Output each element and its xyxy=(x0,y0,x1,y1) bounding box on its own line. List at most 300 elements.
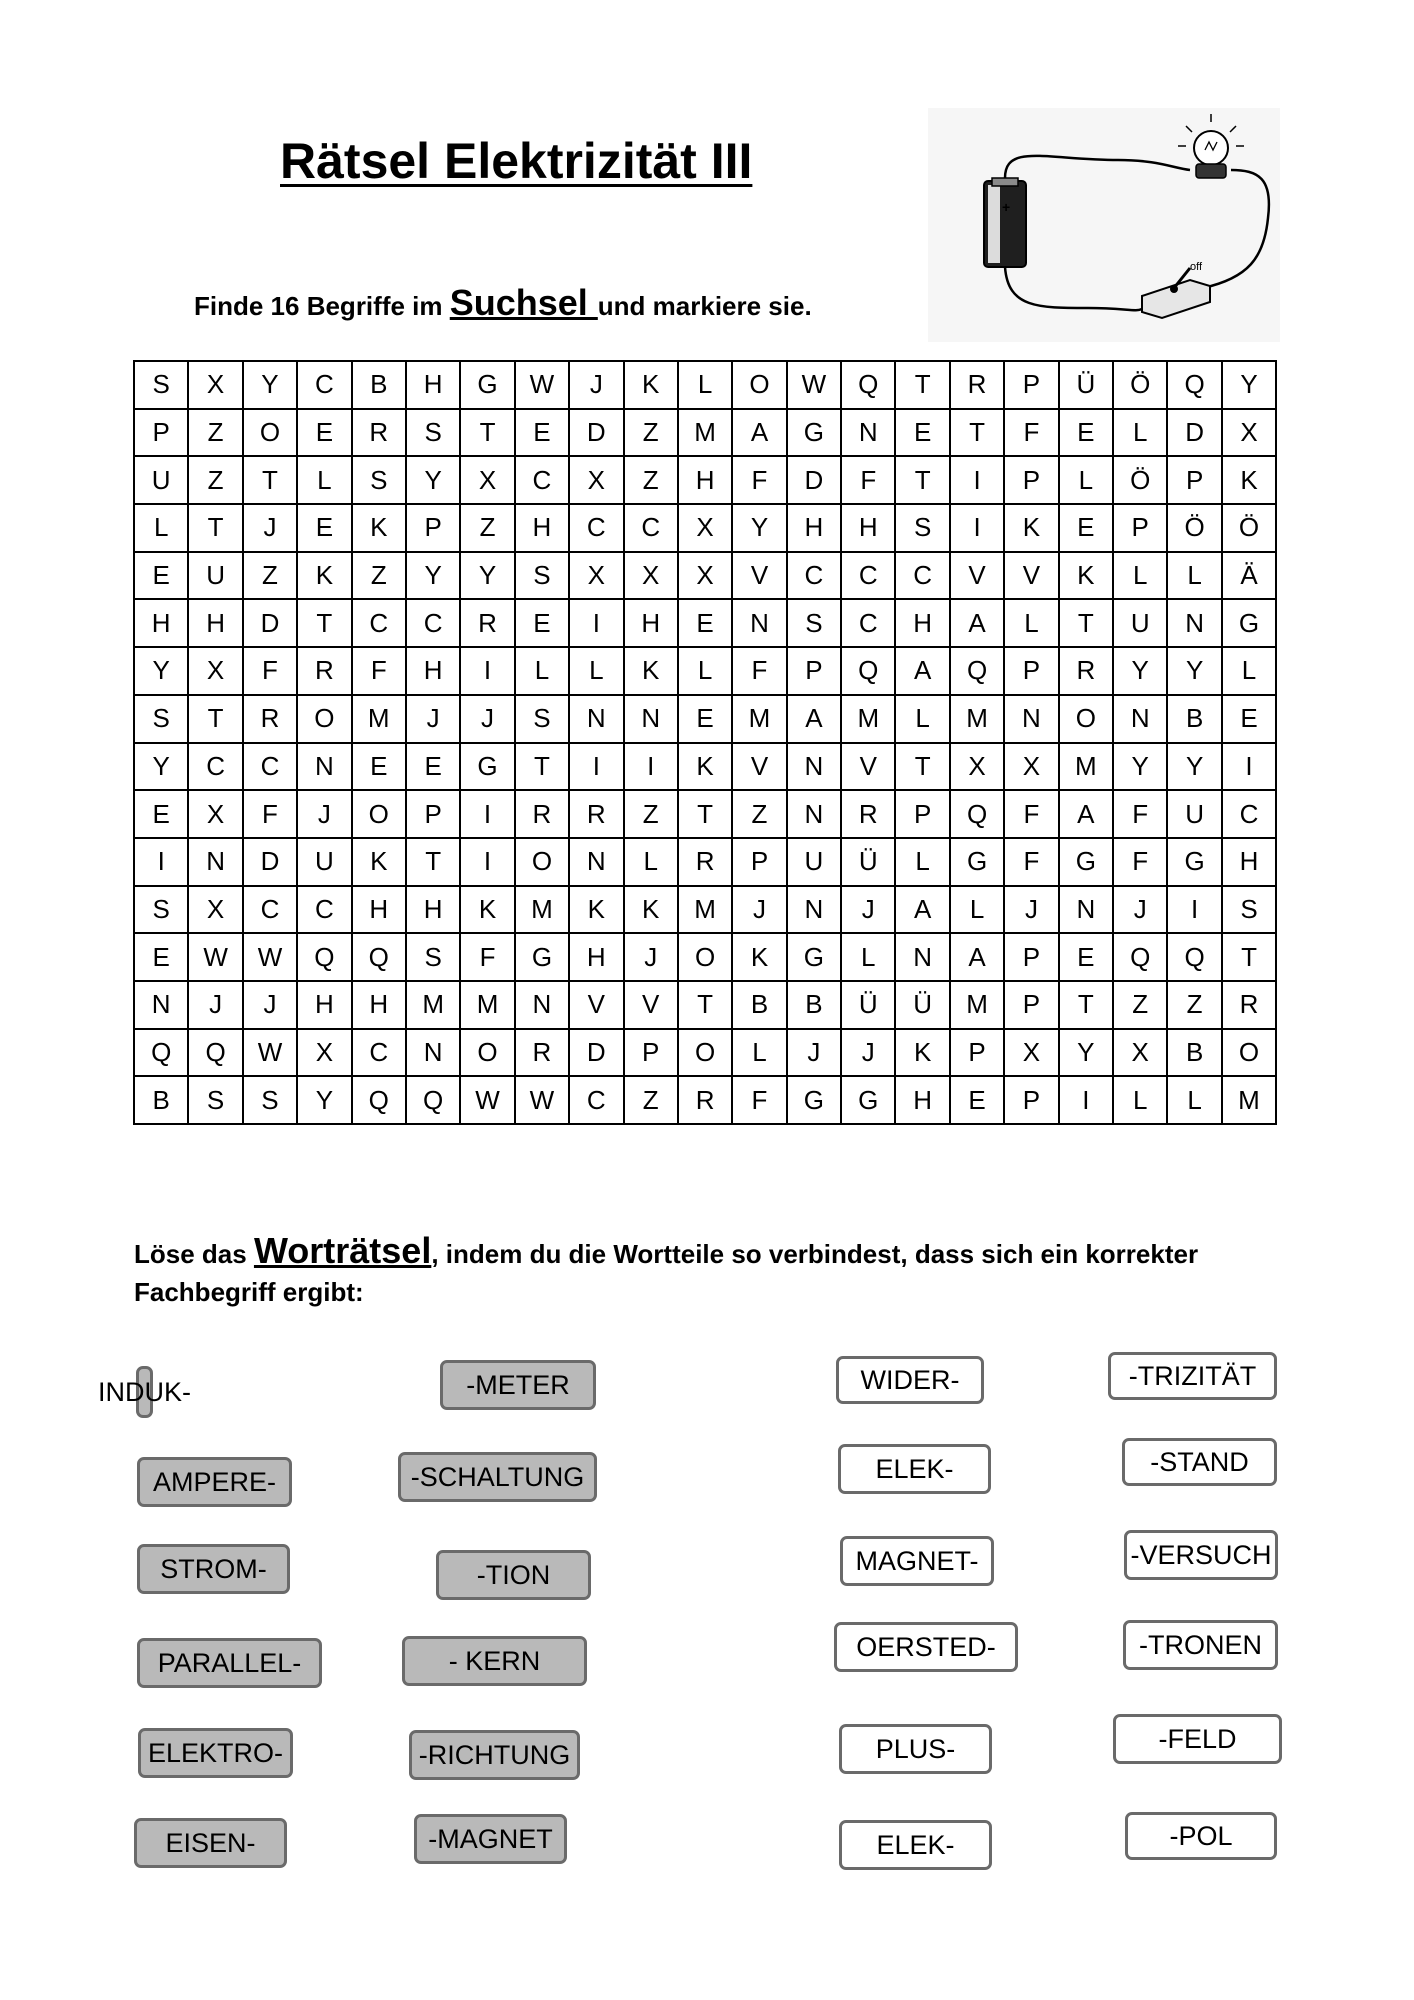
grid-cell[interactable]: X xyxy=(1004,743,1058,791)
grid-cell[interactable]: G xyxy=(460,743,514,791)
grid-cell[interactable]: P xyxy=(1113,504,1167,552)
grid-cell[interactable]: T xyxy=(1059,981,1113,1029)
grid-cell[interactable]: L xyxy=(841,933,895,981)
grid-cell[interactable]: U xyxy=(188,552,242,600)
grid-cell[interactable]: C xyxy=(352,1029,406,1077)
grid-cell[interactable]: B xyxy=(732,981,786,1029)
grid-cell[interactable]: F xyxy=(243,647,297,695)
grid-cell[interactable]: X xyxy=(188,361,242,409)
grid-cell[interactable]: N xyxy=(297,743,351,791)
grid-cell[interactable]: N xyxy=(188,838,242,886)
grid-cell[interactable]: G xyxy=(515,933,569,981)
grid-cell[interactable]: Q xyxy=(352,1076,406,1124)
grid-cell[interactable]: X xyxy=(460,456,514,504)
grid-cell[interactable]: V xyxy=(624,981,678,1029)
grid-cell[interactable]: N xyxy=(1167,599,1221,647)
grid-cell[interactable]: S xyxy=(134,695,188,743)
grid-cell[interactable]: Q xyxy=(1113,933,1167,981)
grid-cell[interactable]: L xyxy=(732,1029,786,1077)
grid-cell[interactable]: O xyxy=(352,790,406,838)
grid-cell[interactable]: O xyxy=(1059,695,1113,743)
grid-cell[interactable]: L xyxy=(624,838,678,886)
grid-cell[interactable]: A xyxy=(787,695,841,743)
word-part-tile[interactable]: - KERN xyxy=(402,1636,587,1686)
grid-cell[interactable]: J xyxy=(243,504,297,552)
grid-cell[interactable]: C xyxy=(841,599,895,647)
grid-cell[interactable]: H xyxy=(515,504,569,552)
grid-cell[interactable]: Q xyxy=(188,1029,242,1077)
grid-cell[interactable]: I xyxy=(950,504,1004,552)
grid-cell[interactable]: K xyxy=(460,886,514,934)
grid-cell[interactable]: O xyxy=(732,361,786,409)
grid-cell[interactable]: J xyxy=(732,886,786,934)
grid-cell[interactable]: T xyxy=(895,456,949,504)
grid-cell[interactable]: L xyxy=(1004,599,1058,647)
grid-cell[interactable]: H xyxy=(895,1076,949,1124)
grid-cell[interactable]: X xyxy=(569,456,623,504)
word-part-tile[interactable]: INDUK- xyxy=(136,1366,153,1418)
grid-cell[interactable]: E xyxy=(678,599,732,647)
grid-cell[interactable]: P xyxy=(1004,981,1058,1029)
grid-cell[interactable]: S xyxy=(134,361,188,409)
grid-cell[interactable]: R xyxy=(569,790,623,838)
grid-cell[interactable]: O xyxy=(460,1029,514,1077)
grid-cell[interactable]: N xyxy=(787,743,841,791)
grid-cell[interactable]: F xyxy=(841,456,895,504)
word-part-tile[interactable]: -TRIZITÄT xyxy=(1108,1352,1277,1400)
grid-cell[interactable]: H xyxy=(895,599,949,647)
grid-cell[interactable]: Ü xyxy=(1059,361,1113,409)
grid-cell[interactable]: K xyxy=(569,886,623,934)
grid-cell[interactable]: K xyxy=(297,552,351,600)
word-part-tile[interactable]: -VERSUCH xyxy=(1124,1530,1278,1580)
grid-cell[interactable]: E xyxy=(1059,409,1113,457)
grid-cell[interactable]: G xyxy=(787,933,841,981)
grid-cell[interactable]: Ü xyxy=(895,981,949,1029)
grid-cell[interactable]: D xyxy=(1167,409,1221,457)
grid-cell[interactable]: L xyxy=(297,456,351,504)
grid-cell[interactable]: X xyxy=(188,647,242,695)
grid-cell[interactable]: A xyxy=(732,409,786,457)
grid-cell[interactable]: E xyxy=(134,933,188,981)
grid-cell[interactable]: J xyxy=(841,886,895,934)
grid-cell[interactable]: Z xyxy=(624,456,678,504)
grid-cell[interactable]: H xyxy=(1222,838,1276,886)
word-part-tile[interactable]: AMPERE- xyxy=(137,1457,292,1507)
grid-cell[interactable]: W xyxy=(515,1076,569,1124)
grid-cell[interactable]: M xyxy=(1222,1076,1276,1124)
grid-cell[interactable]: K xyxy=(352,504,406,552)
grid-cell[interactable]: X xyxy=(678,552,732,600)
grid-cell[interactable]: Y xyxy=(406,552,460,600)
grid-cell[interactable]: N xyxy=(624,695,678,743)
grid-cell[interactable]: Y xyxy=(1113,647,1167,695)
grid-cell[interactable]: N xyxy=(841,409,895,457)
grid-cell[interactable]: N xyxy=(134,981,188,1029)
grid-cell[interactable]: Q xyxy=(297,933,351,981)
grid-cell[interactable]: M xyxy=(352,695,406,743)
grid-cell[interactable]: H xyxy=(678,456,732,504)
grid-cell[interactable]: S xyxy=(515,552,569,600)
grid-cell[interactable]: W xyxy=(460,1076,514,1124)
grid-cell[interactable]: Ö xyxy=(1222,504,1276,552)
grid-cell[interactable]: Z xyxy=(1113,981,1167,1029)
grid-cell[interactable]: C xyxy=(569,1076,623,1124)
grid-cell[interactable]: G xyxy=(841,1076,895,1124)
grid-cell[interactable]: L xyxy=(1113,552,1167,600)
grid-cell[interactable]: P xyxy=(134,409,188,457)
grid-cell[interactable]: K xyxy=(1004,504,1058,552)
grid-cell[interactable]: W xyxy=(787,361,841,409)
grid-cell[interactable]: Z xyxy=(624,1076,678,1124)
word-part-tile[interactable]: ELEKTRO- xyxy=(138,1728,293,1778)
grid-cell[interactable]: X xyxy=(1222,409,1276,457)
grid-cell[interactable]: F xyxy=(460,933,514,981)
grid-cell[interactable]: Q xyxy=(841,361,895,409)
grid-cell[interactable]: K xyxy=(624,361,678,409)
grid-cell[interactable]: E xyxy=(406,743,460,791)
grid-cell[interactable]: D xyxy=(243,838,297,886)
grid-cell[interactable]: R xyxy=(841,790,895,838)
grid-cell[interactable]: B xyxy=(787,981,841,1029)
grid-cell[interactable]: X xyxy=(188,790,242,838)
grid-cell[interactable]: S xyxy=(134,886,188,934)
grid-cell[interactable]: R xyxy=(1222,981,1276,1029)
grid-cell[interactable]: G xyxy=(1222,599,1276,647)
grid-cell[interactable]: E xyxy=(515,409,569,457)
word-part-tile[interactable]: -SCHALTUNG xyxy=(398,1452,597,1502)
grid-cell[interactable]: C xyxy=(243,886,297,934)
grid-cell[interactable]: K xyxy=(624,647,678,695)
grid-cell[interactable]: N xyxy=(569,838,623,886)
grid-cell[interactable]: C xyxy=(515,456,569,504)
grid-cell[interactable]: I xyxy=(569,743,623,791)
grid-cell[interactable]: L xyxy=(895,695,949,743)
grid-cell[interactable]: F xyxy=(352,647,406,695)
grid-cell[interactable]: Q xyxy=(1167,361,1221,409)
grid-cell[interactable]: R xyxy=(950,361,1004,409)
grid-cell[interactable]: J xyxy=(841,1029,895,1077)
grid-cell[interactable]: X xyxy=(624,552,678,600)
grid-cell[interactable]: L xyxy=(1113,1076,1167,1124)
grid-cell[interactable]: Y xyxy=(1222,361,1276,409)
grid-cell[interactable]: T xyxy=(297,599,351,647)
grid-cell[interactable]: K xyxy=(1059,552,1113,600)
grid-cell[interactable]: K xyxy=(678,743,732,791)
grid-cell[interactable]: X xyxy=(1004,1029,1058,1077)
grid-cell[interactable]: H xyxy=(297,981,351,1029)
grid-cell[interactable]: G xyxy=(787,1076,841,1124)
grid-cell[interactable]: I xyxy=(950,456,1004,504)
grid-cell[interactable]: Y xyxy=(460,552,514,600)
grid-cell[interactable]: Z xyxy=(460,504,514,552)
grid-cell[interactable]: F xyxy=(732,647,786,695)
word-part-tile[interactable]: -STAND xyxy=(1122,1438,1277,1486)
grid-cell[interactable]: J xyxy=(406,695,460,743)
grid-cell[interactable]: S xyxy=(787,599,841,647)
grid-cell[interactable]: Ö xyxy=(1167,504,1221,552)
grid-cell[interactable]: O xyxy=(678,933,732,981)
grid-cell[interactable]: Y xyxy=(134,647,188,695)
grid-cell[interactable]: M xyxy=(460,981,514,1029)
grid-cell[interactable]: T xyxy=(406,838,460,886)
grid-cell[interactable]: N xyxy=(569,695,623,743)
grid-cell[interactable]: S xyxy=(243,1076,297,1124)
word-part-tile[interactable]: OERSTED- xyxy=(834,1622,1018,1672)
grid-cell[interactable]: J xyxy=(624,933,678,981)
grid-cell[interactable]: L xyxy=(134,504,188,552)
grid-cell[interactable]: E xyxy=(134,790,188,838)
grid-cell[interactable]: Y xyxy=(1059,1029,1113,1077)
grid-cell[interactable]: X xyxy=(569,552,623,600)
word-part-tile[interactable]: PARALLEL- xyxy=(137,1638,322,1688)
grid-cell[interactable]: I xyxy=(134,838,188,886)
grid-cell[interactable]: R xyxy=(297,647,351,695)
grid-cell[interactable]: Z xyxy=(188,409,242,457)
grid-cell[interactable]: F xyxy=(243,790,297,838)
grid-cell[interactable]: D xyxy=(243,599,297,647)
grid-cell[interactable]: C xyxy=(1222,790,1276,838)
grid-cell[interactable]: C xyxy=(841,552,895,600)
grid-cell[interactable]: N xyxy=(1004,695,1058,743)
grid-cell[interactable]: G xyxy=(1167,838,1221,886)
grid-cell[interactable]: I xyxy=(1222,743,1276,791)
grid-cell[interactable]: K xyxy=(895,1029,949,1077)
word-part-tile[interactable]: ELEK- xyxy=(838,1444,991,1494)
grid-cell[interactable]: Z xyxy=(243,552,297,600)
word-part-tile[interactable]: -TRONEN xyxy=(1123,1620,1278,1670)
grid-cell[interactable]: L xyxy=(1113,409,1167,457)
grid-cell[interactable]: A xyxy=(1059,790,1113,838)
grid-cell[interactable]: W xyxy=(515,361,569,409)
grid-cell[interactable]: M xyxy=(678,409,732,457)
grid-cell[interactable]: I xyxy=(569,599,623,647)
grid-cell[interactable]: Z xyxy=(352,552,406,600)
grid-cell[interactable]: W xyxy=(188,933,242,981)
grid-cell[interactable]: Y xyxy=(134,743,188,791)
grid-cell[interactable]: F xyxy=(732,456,786,504)
grid-cell[interactable]: F xyxy=(1113,790,1167,838)
grid-cell[interactable]: B xyxy=(1167,1029,1221,1077)
grid-cell[interactable]: G xyxy=(950,838,1004,886)
grid-cell[interactable]: J xyxy=(188,981,242,1029)
word-part-tile[interactable]: MAGNET- xyxy=(840,1536,994,1586)
grid-cell[interactable]: X xyxy=(297,1029,351,1077)
grid-cell[interactable]: P xyxy=(1004,361,1058,409)
grid-cell[interactable]: T xyxy=(895,361,949,409)
grid-cell[interactable]: Y xyxy=(297,1076,351,1124)
grid-cell[interactable]: F xyxy=(732,1076,786,1124)
grid-cell[interactable]: L xyxy=(569,647,623,695)
grid-cell[interactable]: P xyxy=(950,1029,1004,1077)
grid-cell[interactable]: Q xyxy=(134,1029,188,1077)
grid-cell[interactable]: C xyxy=(787,552,841,600)
grid-cell[interactable]: H xyxy=(406,361,460,409)
grid-cell[interactable]: M xyxy=(841,695,895,743)
word-part-tile[interactable]: -RICHTUNG xyxy=(409,1730,580,1780)
grid-cell[interactable]: F xyxy=(1004,409,1058,457)
grid-cell[interactable]: R xyxy=(515,790,569,838)
grid-cell[interactable]: F xyxy=(1004,838,1058,886)
word-part-tile[interactable]: STROM- xyxy=(137,1544,290,1594)
grid-cell[interactable]: P xyxy=(895,790,949,838)
grid-cell[interactable]: C xyxy=(243,743,297,791)
grid-cell[interactable]: D xyxy=(787,456,841,504)
grid-cell[interactable]: A xyxy=(895,886,949,934)
grid-cell[interactable]: G xyxy=(1059,838,1113,886)
grid-cell[interactable]: M xyxy=(515,886,569,934)
grid-cell[interactable]: D xyxy=(569,409,623,457)
grid-cell[interactable]: X xyxy=(678,504,732,552)
grid-cell[interactable]: E xyxy=(1222,695,1276,743)
grid-cell[interactable]: E xyxy=(1059,933,1113,981)
grid-cell[interactable]: R xyxy=(515,1029,569,1077)
word-part-tile[interactable]: -METER xyxy=(440,1360,596,1410)
grid-cell[interactable]: S xyxy=(406,933,460,981)
grid-cell[interactable]: C xyxy=(188,743,242,791)
grid-cell[interactable]: V xyxy=(950,552,1004,600)
grid-cell[interactable]: L xyxy=(1167,1076,1221,1124)
grid-cell[interactable]: H xyxy=(569,933,623,981)
grid-cell[interactable]: H xyxy=(624,599,678,647)
grid-cell[interactable]: Y xyxy=(1167,743,1221,791)
grid-cell[interactable]: O xyxy=(678,1029,732,1077)
grid-cell[interactable]: P xyxy=(1004,1076,1058,1124)
grid-cell[interactable]: Q xyxy=(950,647,1004,695)
grid-cell[interactable]: H xyxy=(352,981,406,1029)
grid-cell[interactable]: J xyxy=(460,695,514,743)
grid-cell[interactable]: Q xyxy=(406,1076,460,1124)
grid-cell[interactable]: R xyxy=(678,838,732,886)
grid-cell[interactable]: J xyxy=(243,981,297,1029)
grid-cell[interactable]: R xyxy=(243,695,297,743)
grid-cell[interactable]: X xyxy=(1113,1029,1167,1077)
grid-cell[interactable]: L xyxy=(678,647,732,695)
grid-cell[interactable]: Y xyxy=(243,361,297,409)
grid-cell[interactable]: E xyxy=(352,743,406,791)
grid-cell[interactable]: W xyxy=(243,933,297,981)
grid-cell[interactable]: L xyxy=(950,886,1004,934)
grid-cell[interactable]: S xyxy=(352,456,406,504)
grid-cell[interactable]: T xyxy=(1222,933,1276,981)
grid-cell[interactable]: T xyxy=(243,456,297,504)
grid-cell[interactable]: P xyxy=(1004,647,1058,695)
grid-cell[interactable]: I xyxy=(460,838,514,886)
grid-cell[interactable]: L xyxy=(1059,456,1113,504)
grid-cell[interactable]: Ä xyxy=(1222,552,1276,600)
grid-cell[interactable]: S xyxy=(188,1076,242,1124)
grid-cell[interactable]: E xyxy=(297,504,351,552)
grid-cell[interactable]: T xyxy=(678,790,732,838)
grid-cell[interactable]: O xyxy=(1222,1029,1276,1077)
grid-cell[interactable]: E xyxy=(895,409,949,457)
grid-cell[interactable]: H xyxy=(406,647,460,695)
grid-cell[interactable]: R xyxy=(1059,647,1113,695)
grid-cell[interactable]: J xyxy=(1004,886,1058,934)
grid-cell[interactable]: P xyxy=(787,647,841,695)
grid-cell[interactable]: Ö xyxy=(1113,361,1167,409)
grid-cell[interactable]: I xyxy=(1059,1076,1113,1124)
grid-cell[interactable]: L xyxy=(515,647,569,695)
grid-cell[interactable]: T xyxy=(895,743,949,791)
grid-cell[interactable]: M xyxy=(678,886,732,934)
grid-cell[interactable]: V xyxy=(1004,552,1058,600)
grid-cell[interactable]: K xyxy=(624,886,678,934)
grid-cell[interactable]: P xyxy=(406,504,460,552)
grid-cell[interactable]: Q xyxy=(352,933,406,981)
word-part-tile[interactable]: WIDER- xyxy=(836,1356,984,1404)
grid-cell[interactable]: H xyxy=(787,504,841,552)
grid-cell[interactable]: L xyxy=(1222,647,1276,695)
grid-cell[interactable]: O xyxy=(297,695,351,743)
grid-cell[interactable]: S xyxy=(895,504,949,552)
grid-cell[interactable]: C xyxy=(297,886,351,934)
grid-cell[interactable]: B xyxy=(352,361,406,409)
grid-cell[interactable]: E xyxy=(950,1076,1004,1124)
grid-cell[interactable]: N xyxy=(1113,695,1167,743)
grid-cell[interactable]: S xyxy=(1222,886,1276,934)
grid-cell[interactable]: U xyxy=(1113,599,1167,647)
grid-cell[interactable]: C xyxy=(624,504,678,552)
grid-cell[interactable]: S xyxy=(406,409,460,457)
grid-cell[interactable]: P xyxy=(1004,933,1058,981)
grid-cell[interactable]: Q xyxy=(950,790,1004,838)
grid-cell[interactable]: B xyxy=(1167,695,1221,743)
grid-cell[interactable]: Z xyxy=(188,456,242,504)
grid-cell[interactable]: N xyxy=(787,886,841,934)
grid-cell[interactable]: N xyxy=(515,981,569,1029)
grid-cell[interactable]: O xyxy=(515,838,569,886)
grid-cell[interactable]: T xyxy=(678,981,732,1029)
grid-cell[interactable]: M xyxy=(406,981,460,1029)
grid-cell[interactable]: Z xyxy=(624,409,678,457)
grid-cell[interactable]: S xyxy=(515,695,569,743)
grid-cell[interactable]: Ü xyxy=(841,981,895,1029)
grid-cell[interactable]: A xyxy=(895,647,949,695)
grid-cell[interactable]: R xyxy=(678,1076,732,1124)
grid-cell[interactable]: F xyxy=(1004,790,1058,838)
grid-cell[interactable]: L xyxy=(895,838,949,886)
grid-cell[interactable]: V xyxy=(732,743,786,791)
grid-cell[interactable]: E xyxy=(134,552,188,600)
grid-cell[interactable]: Y xyxy=(406,456,460,504)
grid-cell[interactable]: P xyxy=(406,790,460,838)
grid-cell[interactable]: U xyxy=(297,838,351,886)
grid-cell[interactable]: P xyxy=(624,1029,678,1077)
grid-cell[interactable]: P xyxy=(1167,456,1221,504)
grid-cell[interactable]: Ö xyxy=(1113,456,1167,504)
grid-cell[interactable]: B xyxy=(134,1076,188,1124)
grid-cell[interactable]: R xyxy=(460,599,514,647)
grid-cell[interactable]: N xyxy=(1059,886,1113,934)
grid-cell[interactable]: Q xyxy=(841,647,895,695)
grid-cell[interactable]: J xyxy=(1113,886,1167,934)
grid-cell[interactable]: N xyxy=(895,933,949,981)
grid-cell[interactable]: D xyxy=(569,1029,623,1077)
grid-cell[interactable]: P xyxy=(732,838,786,886)
grid-cell[interactable]: T xyxy=(460,409,514,457)
grid-cell[interactable]: L xyxy=(1167,552,1221,600)
grid-cell[interactable]: U xyxy=(1167,790,1221,838)
grid-cell[interactable]: V xyxy=(841,743,895,791)
grid-cell[interactable]: P xyxy=(1004,456,1058,504)
grid-cell[interactable]: L xyxy=(678,361,732,409)
grid-cell[interactable]: Ü xyxy=(841,838,895,886)
grid-cell[interactable]: Q xyxy=(1167,933,1221,981)
word-part-tile[interactable]: -POL xyxy=(1125,1812,1277,1860)
grid-cell[interactable]: I xyxy=(460,790,514,838)
word-part-tile[interactable]: ELEK- xyxy=(839,1820,992,1870)
